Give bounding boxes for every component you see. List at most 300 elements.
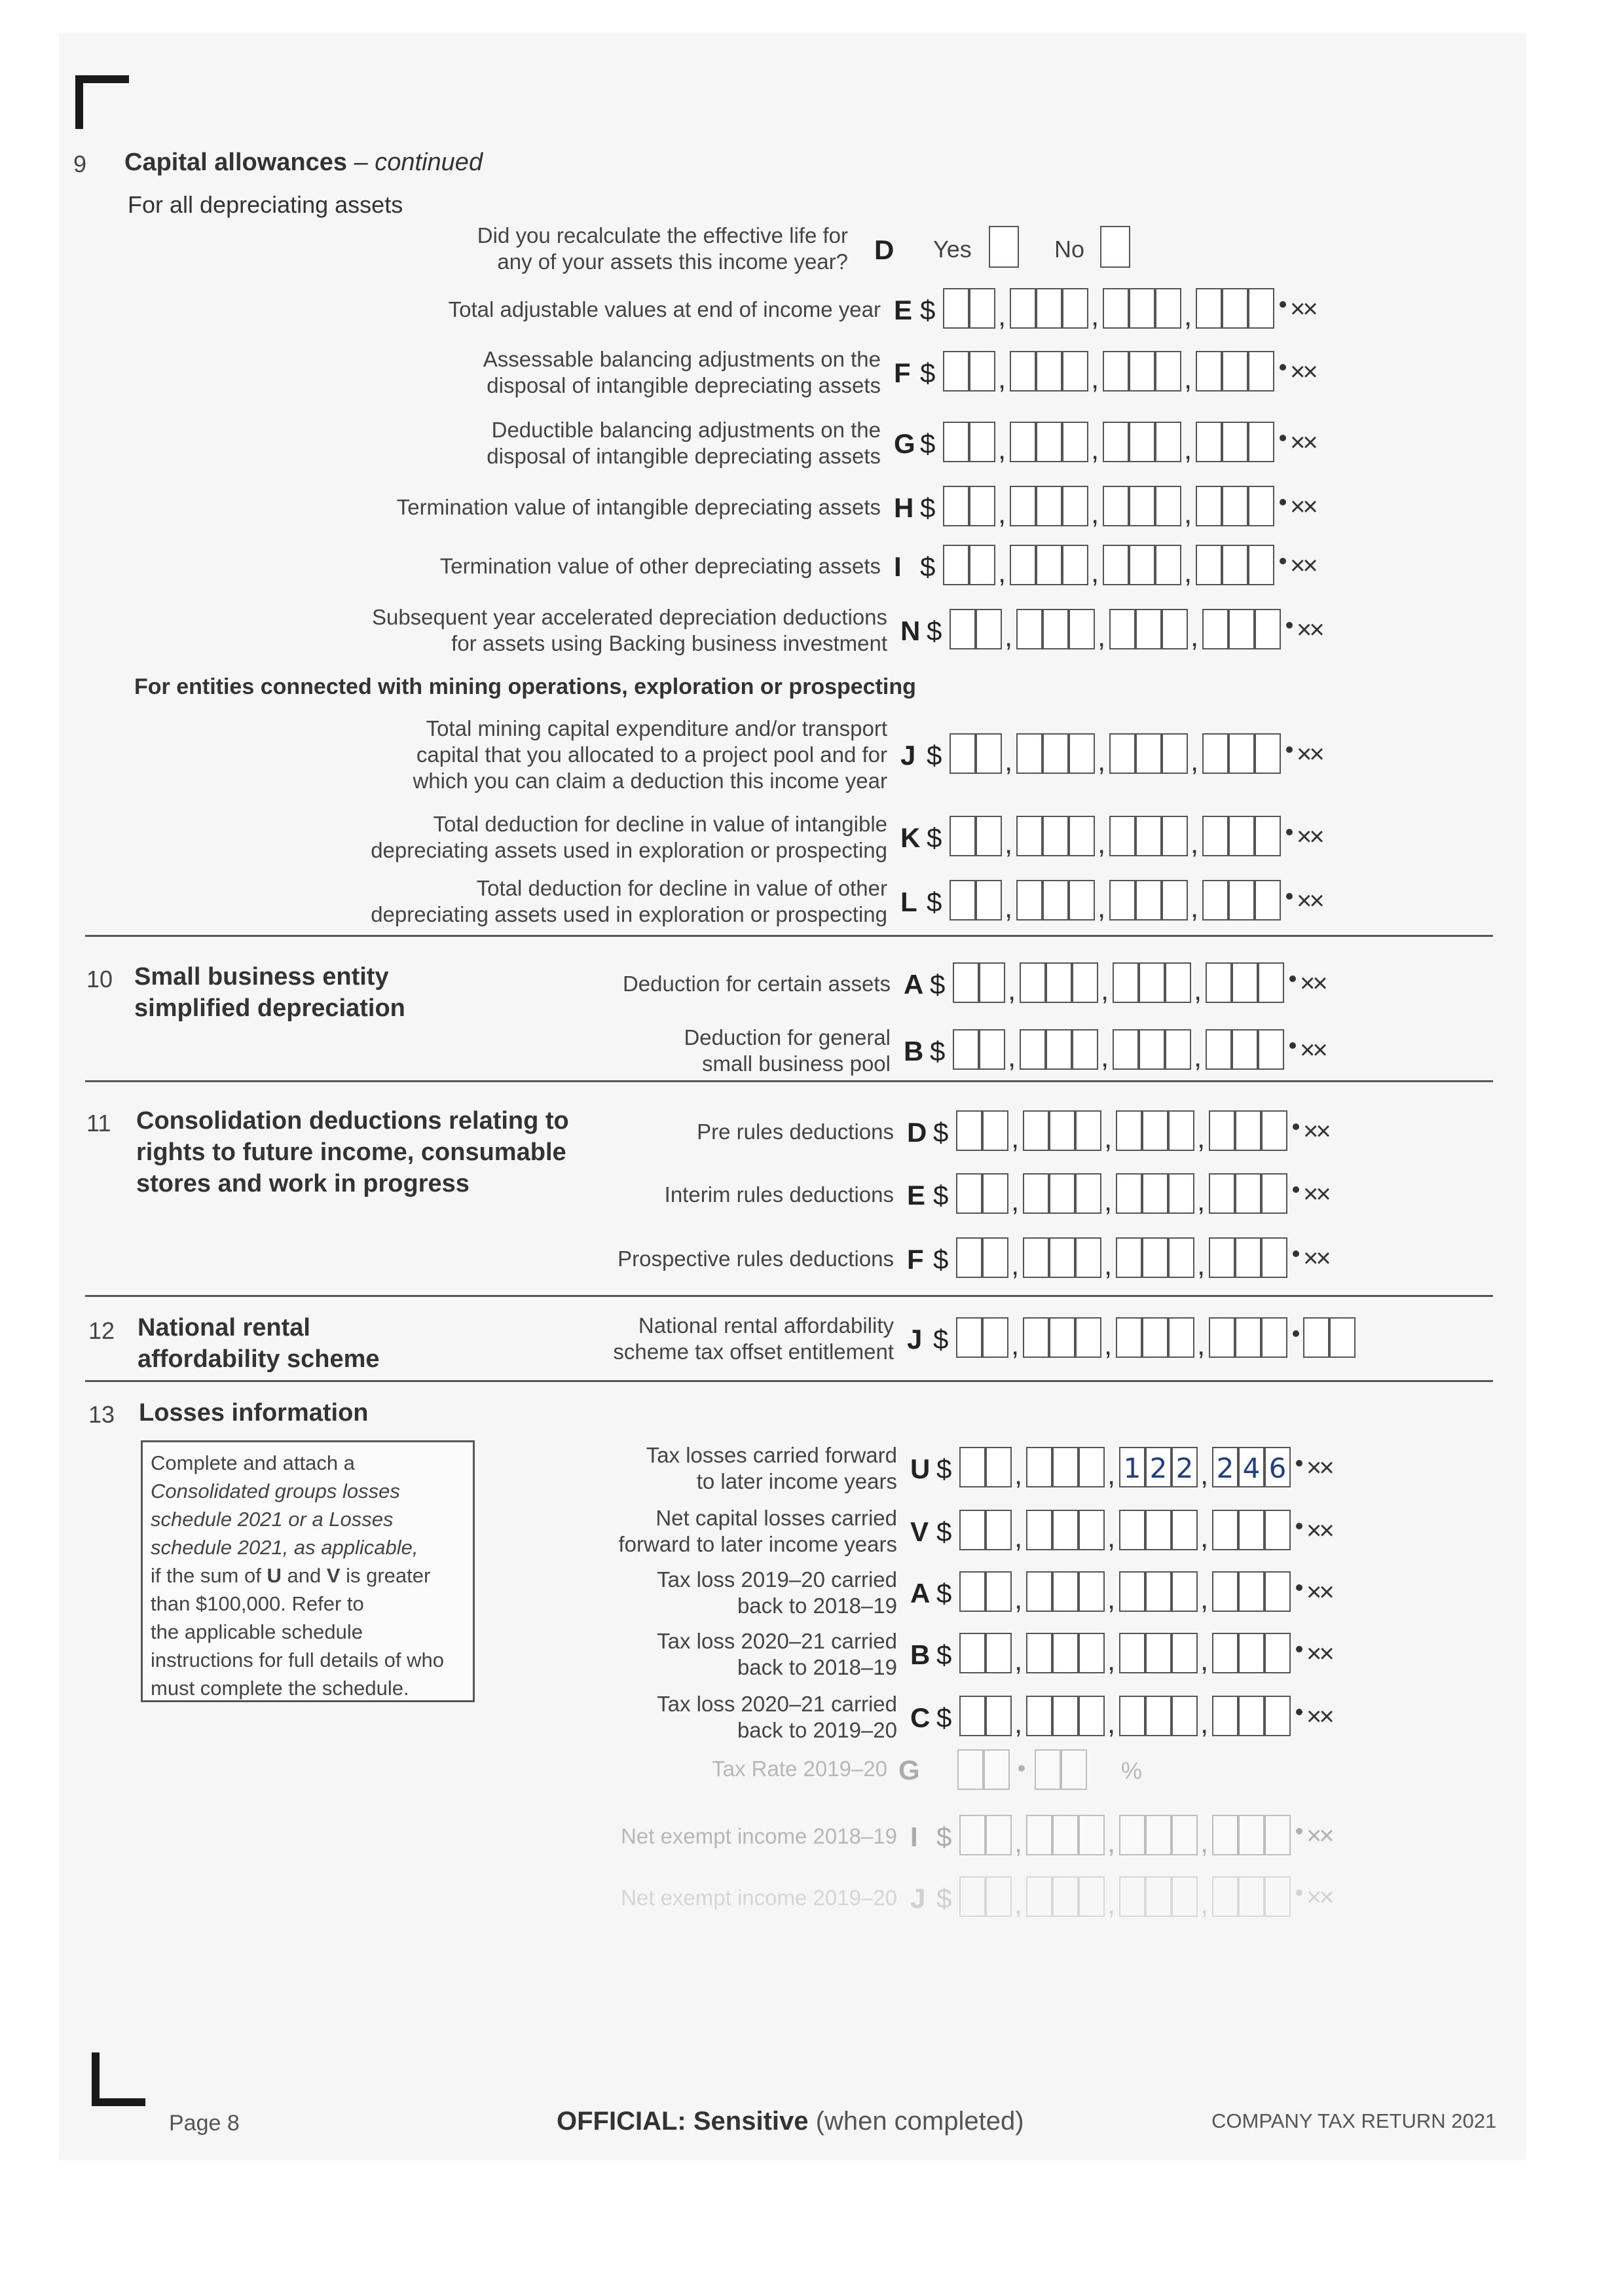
digit-box[interactable] xyxy=(1222,422,1248,462)
digit-box[interactable] xyxy=(1155,288,1181,329)
digit-box[interactable] xyxy=(1202,609,1228,649)
digit-box[interactable] xyxy=(1052,1571,1079,1612)
digit-box[interactable] xyxy=(1202,733,1228,774)
digit-box[interactable] xyxy=(1235,1317,1261,1358)
digit-box[interactable] xyxy=(1116,1110,1142,1151)
digit-box[interactable] xyxy=(1196,422,1222,462)
digit-box[interactable] xyxy=(1172,1815,1198,1855)
digit-box[interactable] xyxy=(1196,545,1222,585)
decimal-point xyxy=(1293,1330,1299,1337)
digit-box[interactable] xyxy=(943,422,969,462)
digit-box[interactable] xyxy=(1209,1173,1235,1214)
digit-box[interactable] xyxy=(1248,288,1274,329)
digit-box[interactable] xyxy=(943,486,969,526)
digit-box[interactable] xyxy=(959,1633,986,1673)
digit-box[interactable] xyxy=(1049,1110,1075,1151)
digit-box[interactable] xyxy=(1079,1571,1105,1612)
digit-box[interactable] xyxy=(1235,1110,1261,1151)
digit-box[interactable] xyxy=(1043,816,1069,856)
amount-input-boxes[interactable] xyxy=(943,288,1467,331)
digit-box[interactable] xyxy=(1168,1110,1194,1151)
thousands-separator: , xyxy=(1200,1707,1209,1740)
digit-box[interactable] xyxy=(1023,1317,1049,1358)
digit-box[interactable] xyxy=(956,1110,982,1151)
decimal-point xyxy=(1293,1186,1299,1193)
digit-box[interactable] xyxy=(1172,1876,1198,1917)
digit-box[interactable] xyxy=(959,1815,986,1855)
digit-box[interactable] xyxy=(1069,609,1095,649)
digit-box[interactable] xyxy=(986,1510,1012,1550)
digit-box[interactable] xyxy=(1168,1317,1194,1358)
digit-box[interactable] xyxy=(943,351,969,392)
digit-box[interactable] xyxy=(1043,609,1069,649)
digit-box[interactable] xyxy=(1232,962,1258,1003)
digit-box[interactable] xyxy=(1069,816,1095,856)
digit-box[interactable] xyxy=(1142,1110,1168,1151)
cents-box[interactable] xyxy=(1303,1317,1329,1358)
digit-box[interactable] xyxy=(1026,1815,1052,1855)
digit-box[interactable] xyxy=(1232,1029,1258,1070)
digit-box[interactable] xyxy=(1172,1510,1198,1550)
thousands-separator: , xyxy=(1184,363,1192,395)
digit-box[interactable] xyxy=(1036,486,1062,526)
digit-box[interactable] xyxy=(1119,1815,1145,1855)
digit-box[interactable] xyxy=(1116,1317,1142,1358)
thousands-separator: , xyxy=(1197,1249,1206,1281)
digit-box[interactable] xyxy=(1052,1696,1079,1736)
digit-box[interactable] xyxy=(1129,422,1155,462)
digit-box[interactable] xyxy=(1129,351,1155,392)
digit-box[interactable] xyxy=(1162,880,1188,920)
digit-box[interactable] xyxy=(1212,1696,1238,1736)
amount-input-boxes[interactable] xyxy=(956,1317,1480,1360)
digit-box[interactable] xyxy=(1172,1571,1198,1612)
decimal-point xyxy=(1280,364,1286,371)
digit-box[interactable] xyxy=(1079,1815,1105,1855)
digit-box[interactable] xyxy=(969,351,995,392)
thousands-separator: , xyxy=(1107,1707,1116,1740)
digit-box[interactable] xyxy=(1113,1029,1139,1070)
digit-box[interactable] xyxy=(953,1029,979,1070)
digit-box[interactable] xyxy=(1248,351,1274,392)
digit-box[interactable] xyxy=(1212,1876,1238,1917)
digit-box[interactable] xyxy=(1010,422,1036,462)
digit-box[interactable] xyxy=(1228,609,1255,649)
amount-input-boxes[interactable] xyxy=(959,1815,1483,1858)
digit-box[interactable] xyxy=(1026,1696,1052,1736)
digit-box[interactable] xyxy=(1036,422,1062,462)
digit-box[interactable] xyxy=(1145,1510,1172,1550)
rate-digit-box[interactable] xyxy=(1061,1749,1087,1790)
digit-box[interactable] xyxy=(956,1317,982,1358)
digit-box[interactable] xyxy=(1168,1237,1194,1278)
amount-input-boxes[interactable] xyxy=(953,962,1477,1006)
digit-box[interactable] xyxy=(1062,545,1088,585)
digit-box[interactable] xyxy=(1069,733,1095,774)
digit-box[interactable] xyxy=(1142,1173,1168,1214)
digit-box[interactable] xyxy=(1165,962,1191,1003)
digit-box[interactable] xyxy=(959,1510,986,1550)
digit-box[interactable] xyxy=(959,1876,986,1917)
digit-box[interactable] xyxy=(1016,816,1043,856)
handwritten-digit: 4 xyxy=(1242,1452,1261,1484)
digit-box[interactable] xyxy=(1043,733,1069,774)
digit-box[interactable] xyxy=(1072,1029,1098,1070)
digit-box[interactable] xyxy=(1142,1237,1168,1278)
digit-box[interactable] xyxy=(1202,816,1228,856)
digit-box[interactable] xyxy=(1129,486,1155,526)
digit-box[interactable] xyxy=(1238,1876,1264,1917)
digit-box[interactable] xyxy=(1248,422,1274,462)
digit-box[interactable] xyxy=(1209,1237,1235,1278)
thousands-separator: , xyxy=(998,433,1006,465)
digit-box[interactable] xyxy=(1023,1173,1049,1214)
section-divider xyxy=(85,1080,1493,1082)
digit-box[interactable] xyxy=(1255,880,1281,920)
digit-box[interactable] xyxy=(986,1815,1012,1855)
thousands-separator: , xyxy=(1184,498,1192,530)
tax-rate-label: Tax Rate 2019–20 xyxy=(712,1757,887,1781)
digit-box[interactable] xyxy=(1222,288,1248,329)
amount-input-boxes[interactable] xyxy=(950,880,1473,923)
digit-box[interactable] xyxy=(1072,962,1098,1003)
digit-box[interactable] xyxy=(1036,288,1062,329)
digit-box[interactable] xyxy=(1222,351,1248,392)
digit-box[interactable] xyxy=(1079,1633,1105,1673)
digit-box[interactable] xyxy=(1165,1029,1191,1070)
digit-box[interactable] xyxy=(950,816,976,856)
digit-box[interactable] xyxy=(1052,1876,1079,1917)
thousands-separator: , xyxy=(1104,1122,1113,1154)
digit-box[interactable] xyxy=(1109,609,1135,649)
digit-box[interactable] xyxy=(969,422,995,462)
amount-input-boxes[interactable] xyxy=(943,351,1467,394)
digit-box[interactable] xyxy=(1212,1571,1238,1612)
digit-box[interactable] xyxy=(1206,1029,1232,1070)
amount-input-boxes[interactable] xyxy=(956,1110,1480,1154)
digit-box[interactable] xyxy=(1196,351,1222,392)
digit-box[interactable] xyxy=(1258,962,1284,1003)
digit-box[interactable] xyxy=(1119,1510,1145,1550)
digit-box[interactable] xyxy=(1062,486,1088,526)
digit-box[interactable] xyxy=(1264,1815,1291,1855)
digit-box[interactable] xyxy=(986,1633,1012,1673)
digit-box[interactable] xyxy=(1162,609,1188,649)
digit-box[interactable] xyxy=(986,1571,1012,1612)
amount-input-boxes[interactable] xyxy=(959,1633,1483,1676)
no-cents-cross-icon: ×× xyxy=(1290,428,1316,457)
digit-box[interactable] xyxy=(969,486,995,526)
digit-box[interactable] xyxy=(1075,1173,1101,1214)
digit-box[interactable] xyxy=(982,1110,1008,1151)
digit-box[interactable] xyxy=(1119,1571,1145,1612)
field-letter: C xyxy=(910,1702,931,1733)
digit-box[interactable] xyxy=(1049,1173,1075,1214)
digit-box[interactable] xyxy=(1023,1110,1049,1151)
digit-box[interactable] xyxy=(959,1447,986,1487)
digit-box[interactable] xyxy=(976,733,1002,774)
digit-box[interactable] xyxy=(1258,1029,1284,1070)
digit-box[interactable] xyxy=(1113,962,1139,1003)
digit-box[interactable] xyxy=(982,1237,1008,1278)
amount-input-boxes[interactable] xyxy=(959,1571,1483,1614)
digit-box[interactable] xyxy=(1049,1237,1075,1278)
digit-box[interactable] xyxy=(1145,1633,1172,1673)
amount-input-boxes[interactable] xyxy=(959,1447,1483,1490)
digit-box[interactable] xyxy=(1135,733,1162,774)
field-label: Deduction for certain assets xyxy=(622,972,891,996)
yes-label: Yes xyxy=(933,236,972,263)
digit-box[interactable] xyxy=(1062,351,1088,392)
digit-box[interactable] xyxy=(1196,486,1222,526)
digit-box[interactable] xyxy=(986,1876,1012,1917)
amount-input-boxes[interactable] xyxy=(943,545,1467,588)
thousands-separator: , xyxy=(1011,1329,1020,1361)
digit-box[interactable] xyxy=(1052,1447,1079,1487)
digit-box[interactable] xyxy=(1135,816,1162,856)
digit-box[interactable] xyxy=(1145,1876,1172,1917)
amount-input-boxes[interactable] xyxy=(959,1696,1483,1739)
digit-box[interactable] xyxy=(1238,1696,1264,1736)
digit-box[interactable] xyxy=(976,609,1002,649)
digit-box[interactable] xyxy=(1135,609,1162,649)
digit-box[interactable] xyxy=(1264,1633,1291,1673)
digit-box[interactable] xyxy=(1162,816,1188,856)
cents-box[interactable] xyxy=(1329,1317,1356,1358)
digit-box[interactable] xyxy=(1046,1029,1072,1070)
amount-input-boxes[interactable] xyxy=(956,1173,1480,1216)
digit-box[interactable] xyxy=(1052,1510,1079,1550)
digit-box[interactable] xyxy=(1255,733,1281,774)
digit-box[interactable] xyxy=(950,880,976,920)
digit-box[interactable] xyxy=(982,1317,1008,1358)
digit-box[interactable] xyxy=(1162,733,1188,774)
digit-box[interactable] xyxy=(1235,1173,1261,1214)
digit-box[interactable] xyxy=(1109,880,1135,920)
digit-box[interactable] xyxy=(1168,1173,1194,1214)
digit-box[interactable] xyxy=(1209,1317,1235,1358)
thousands-separator: , xyxy=(1011,1122,1020,1154)
digit-box[interactable] xyxy=(1075,1110,1101,1151)
amount-input-boxes[interactable] xyxy=(959,1876,1483,1920)
digit-box[interactable] xyxy=(1142,1317,1168,1358)
digit-box[interactable] xyxy=(1255,816,1281,856)
digit-box[interactable] xyxy=(1228,880,1255,920)
digit-box[interactable] xyxy=(1261,1317,1287,1358)
digit-box[interactable] xyxy=(1261,1173,1287,1214)
field-label: Subsequent year accelerated depreciation deductions for assets using Backing business investment xyxy=(371,605,887,655)
decimal-point xyxy=(1286,829,1293,835)
field-letter: D xyxy=(874,234,895,265)
no-cents-cross-icon: ×× xyxy=(1290,295,1316,323)
digit-box[interactable] xyxy=(1248,545,1274,585)
digit-box[interactable] xyxy=(1116,1173,1142,1214)
digit-box[interactable] xyxy=(1209,1110,1235,1151)
digit-box[interactable] xyxy=(1155,422,1181,462)
digit-box[interactable] xyxy=(1135,880,1162,920)
digit-box[interactable] xyxy=(1116,1237,1142,1278)
digit-box[interactable] xyxy=(1155,545,1181,585)
digit-box[interactable] xyxy=(1129,288,1155,329)
digit-box[interactable] xyxy=(1202,880,1228,920)
digit-box[interactable] xyxy=(1119,1876,1145,1917)
digit-box[interactable] xyxy=(979,1029,1005,1070)
rate-digit-box[interactable] xyxy=(1035,1749,1061,1790)
rate-digit-box[interactable] xyxy=(984,1749,1010,1790)
digit-box[interactable] xyxy=(986,1447,1012,1487)
digit-box[interactable] xyxy=(1155,486,1181,526)
digit-box[interactable] xyxy=(1228,733,1255,774)
digit-box[interactable] xyxy=(982,1173,1008,1214)
digit-box[interactable] xyxy=(1129,545,1155,585)
digit-box[interactable] xyxy=(1139,1029,1165,1070)
digit-box[interactable] xyxy=(950,733,976,774)
digit-box[interactable] xyxy=(976,816,1002,856)
yes-checkbox[interactable] xyxy=(989,226,1019,268)
digit-box[interactable] xyxy=(959,1696,986,1736)
amount-input-boxes[interactable] xyxy=(950,733,1473,776)
amount-input-boxes[interactable] xyxy=(950,816,1473,859)
digit-box[interactable] xyxy=(1212,1815,1238,1855)
digit-box[interactable] xyxy=(1261,1110,1287,1151)
digit-box[interactable] xyxy=(1020,1029,1046,1070)
amount-input-boxes[interactable] xyxy=(959,1510,1483,1553)
digit-box[interactable] xyxy=(969,545,995,585)
digit-box[interactable] xyxy=(969,288,995,329)
digit-box[interactable] xyxy=(1010,486,1036,526)
digit-box[interactable] xyxy=(1103,545,1129,585)
digit-box[interactable] xyxy=(943,545,969,585)
digit-box[interactable] xyxy=(1238,1815,1264,1855)
amount-input-boxes[interactable] xyxy=(953,1029,1477,1072)
digit-box[interactable] xyxy=(956,1173,982,1214)
rate-digit-box[interactable] xyxy=(957,1749,984,1790)
digit-box[interactable] xyxy=(953,962,979,1003)
amount-input-boxes[interactable] xyxy=(943,422,1467,465)
digit-box[interactable] xyxy=(1119,1696,1145,1736)
digit-box[interactable] xyxy=(986,1696,1012,1736)
digit-box[interactable] xyxy=(1264,1876,1291,1917)
digit-box[interactable] xyxy=(1062,288,1088,329)
digit-box[interactable] xyxy=(1109,816,1135,856)
digit-box[interactable] xyxy=(1103,288,1129,329)
digit-box[interactable] xyxy=(1049,1317,1075,1358)
digit-box[interactable] xyxy=(1103,422,1129,462)
digit-box[interactable] xyxy=(1248,486,1274,526)
digit-box[interactable] xyxy=(1026,1571,1052,1612)
digit-box[interactable] xyxy=(1155,351,1181,392)
decimal-point xyxy=(1280,558,1286,564)
digit-box[interactable] xyxy=(1043,880,1069,920)
digit-box[interactable] xyxy=(1075,1237,1101,1278)
digit-box[interactable] xyxy=(979,962,1005,1003)
no-checkbox[interactable] xyxy=(1100,226,1130,268)
field-label: Deductible balancing adjustments on the disposal of intangible depreciating assets xyxy=(487,418,881,468)
digit-box[interactable] xyxy=(1026,1510,1052,1550)
digit-box[interactable] xyxy=(1020,962,1046,1003)
digit-box[interactable] xyxy=(1103,351,1129,392)
digit-box[interactable] xyxy=(1264,1696,1291,1736)
amount-input-boxes[interactable] xyxy=(956,1237,1480,1281)
digit-box[interactable] xyxy=(1010,351,1036,392)
digit-box[interactable] xyxy=(1222,545,1248,585)
digit-box[interactable] xyxy=(1196,288,1222,329)
digit-box[interactable] xyxy=(1036,351,1062,392)
digit-box[interactable] xyxy=(1052,1633,1079,1673)
digit-box[interactable] xyxy=(1052,1815,1079,1855)
section-number-9: 9 xyxy=(73,151,87,177)
digit-box[interactable] xyxy=(1238,1633,1264,1673)
digit-box[interactable] xyxy=(1172,1633,1198,1673)
digit-box[interactable] xyxy=(1212,1633,1238,1673)
digit-box[interactable] xyxy=(1075,1317,1101,1358)
digit-box[interactable] xyxy=(976,880,1002,920)
digit-box[interactable] xyxy=(1010,545,1036,585)
digit-box[interactable] xyxy=(1119,1633,1145,1673)
digit-box[interactable] xyxy=(959,1571,986,1612)
digit-box[interactable] xyxy=(1103,486,1129,526)
digit-box[interactable] xyxy=(1016,609,1043,649)
digit-box[interactable] xyxy=(1261,1237,1287,1278)
digit-box[interactable] xyxy=(1026,1633,1052,1673)
digit-box[interactable] xyxy=(1145,1571,1172,1612)
thousands-separator: , xyxy=(998,363,1006,395)
digit-box[interactable] xyxy=(950,609,976,649)
thousands-separator: , xyxy=(1011,1185,1020,1217)
thousands-separator: , xyxy=(1107,1827,1116,1859)
thousands-separator: , xyxy=(998,300,1006,332)
digit-box[interactable] xyxy=(1016,733,1043,774)
digit-box[interactable] xyxy=(1145,1696,1172,1736)
digit-box[interactable] xyxy=(1235,1237,1261,1278)
amount-input-boxes[interactable] xyxy=(950,609,1473,652)
digit-box[interactable] xyxy=(1079,1510,1105,1550)
digit-box[interactable] xyxy=(1026,1447,1052,1487)
digit-box[interactable] xyxy=(1010,288,1036,329)
digit-box[interactable] xyxy=(1079,1696,1105,1736)
amount-input-boxes[interactable] xyxy=(943,486,1467,529)
digit-box[interactable] xyxy=(1145,1815,1172,1855)
digit-box[interactable] xyxy=(1264,1510,1291,1550)
digit-box[interactable] xyxy=(1069,880,1095,920)
digit-box[interactable] xyxy=(1036,545,1062,585)
digit-box[interactable] xyxy=(1255,609,1281,649)
digit-box[interactable] xyxy=(1016,880,1043,920)
digit-box[interactable] xyxy=(943,288,969,329)
digit-box[interactable] xyxy=(1023,1237,1049,1278)
digit-box[interactable] xyxy=(1139,962,1165,1003)
thousands-separator: , xyxy=(1005,828,1013,860)
digit-box[interactable] xyxy=(1046,962,1072,1003)
digit-box[interactable] xyxy=(1222,486,1248,526)
digit-box[interactable] xyxy=(1238,1571,1264,1612)
digit-box[interactable] xyxy=(1206,962,1232,1003)
digit-box[interactable] xyxy=(1228,816,1255,856)
digit-box[interactable] xyxy=(1109,733,1135,774)
digit-box[interactable] xyxy=(1079,1447,1105,1487)
digit-box[interactable] xyxy=(956,1237,982,1278)
thousands-separator: , xyxy=(1104,1185,1113,1217)
thousands-separator: , xyxy=(1200,1459,1209,1491)
section-title-10: Small business entity simplified depreciation xyxy=(134,963,405,1022)
digit-box[interactable] xyxy=(1238,1510,1264,1550)
digit-box[interactable] xyxy=(1026,1876,1052,1917)
digit-box[interactable] xyxy=(1079,1876,1105,1917)
digit-box[interactable] xyxy=(1264,1571,1291,1612)
digit-box[interactable] xyxy=(1212,1510,1238,1550)
digit-box[interactable] xyxy=(1062,422,1088,462)
digit-box[interactable] xyxy=(1172,1696,1198,1736)
